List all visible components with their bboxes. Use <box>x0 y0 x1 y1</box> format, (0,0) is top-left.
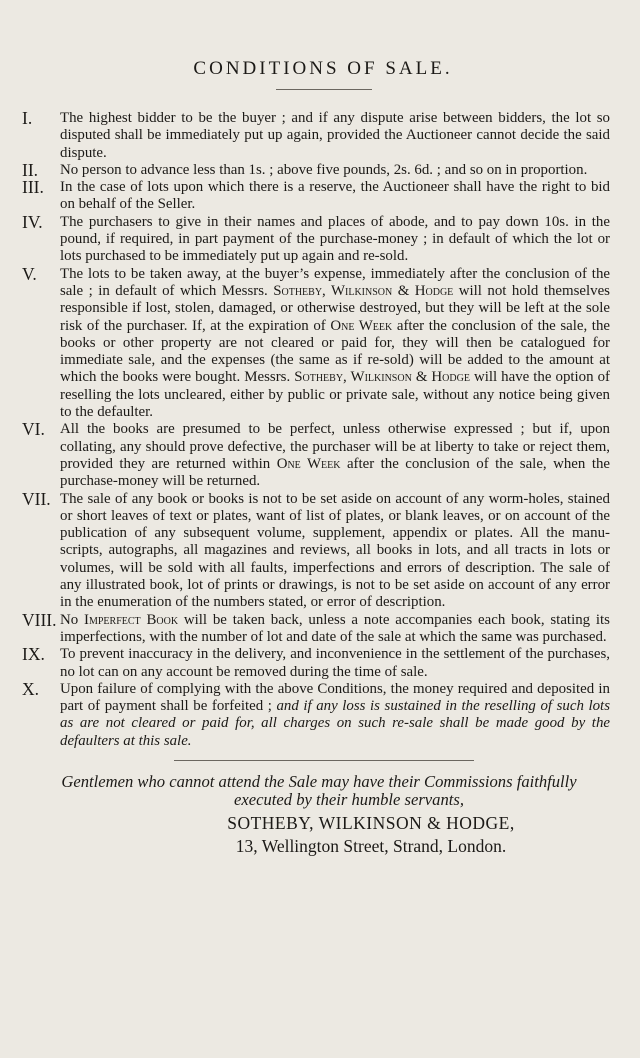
one-week-term: One Week <box>330 317 393 334</box>
condition-text <box>60 612 610 647</box>
condition-text: In the case of lots upon which there is a reserve, the Auctioneer shall have the right to bid on behalf of the Seller. <box>60 179 610 213</box>
condition-6 <box>22 421 610 490</box>
condition-number: X. <box>22 678 40 699</box>
firm-name: Sotheby, Wilkinson & Hodge <box>294 369 470 386</box>
condition-2 <box>22 159 610 180</box>
commission-note-line: Gentlemen who cannot attend the Sale may have their Commissions faithfully <box>61 771 577 791</box>
condition-number: VIII. <box>22 609 57 630</box>
condition-text-part: All the books are presumed to be perfect, unless otherwise expressed ; but if, upon collating, any should prove defective, the purchaser will be at liberty to take or reject them, provided they are returned within <box>60 421 610 472</box>
imperfect-book-term: Imperfect Book <box>84 611 179 628</box>
condition-number: V. <box>22 263 37 284</box>
condition-text-italic: and if any loss is sustained in the reselling of such lots as are not cleared or paid for, all charges on such re-sale shall be made good by the defaulters at this sale. <box>60 698 610 749</box>
page-title: CONDITIONS OF SALE. <box>193 58 453 79</box>
condition-3 <box>22 179 610 214</box>
condition-text-part: will be taken back, unless a note accompanies each book, stating its imperfections, with the number of lot and date of the sale at which the same was purchased. <box>60 611 610 645</box>
condition-text: The highest bidder to be the buyer ; and if any dispute arise between bidders, the lot so disputed shall be immediately put up again, provided the Auctioneer cannot decide the said dispute. <box>60 110 610 161</box>
title-divider <box>276 89 372 90</box>
condition-text-part: The lots to be taken away, at the buyer’s expense, immediately after the conclusion of the sale ; in default of which Messrs. <box>60 265 610 299</box>
condition-text: No person to advance less than 1s. ; above five pounds, 2s. 6d. ; and so on in proportion. <box>60 161 588 178</box>
auctioneer-firm: SOTHEBY, WILKINSON & HODGE, <box>227 812 515 833</box>
auctioneer-address: 13, Wellington Street, Strand, London. <box>235 835 507 856</box>
condition-number: IX. <box>22 644 45 665</box>
condition-8 <box>22 609 610 647</box>
condition-4 <box>22 211 610 266</box>
condition-number: I. <box>22 108 33 128</box>
condition-text-part: after the conclusion of the sale, the books or other property are not cleared or paid for, they will then be catalogued for immediate sale, and the expenses (the same as if re-sold) will be added to the amount at which the books were bought. Messrs. <box>60 317 610 386</box>
condition-text <box>60 681 610 750</box>
condition-text-part: after the conclusion of the sale, when the purchase-money will be returned. <box>60 455 611 490</box>
condition-text <box>60 421 610 490</box>
condition-9 <box>22 646 610 681</box>
condition-text-part: Upon failure of complying with the above Conditions, the money required and deposited in part of payment shall be forfeited ; <box>60 680 610 715</box>
condition-text-part: will not hold themselves responsible if lost, stolen, damaged, or otherwise destroyed, but they will be left at the sole risk of the purchaser. If, at the expiration of <box>60 282 610 334</box>
condition-text: The sale of any book or books is not to be set aside on account of any worm-holes, stained or short leaves of text or plates, want of list of plates, or blank leaves, or on account of the publication of any subsequent volume, supplement, appendix or plates. All the manu-scripts, autographs, all magazines and reviews, all books in lots, and all tracts in lots or volumes, will be sold with all faults, imperfections and errors of description. The sale of any illustrated book, lot of prints or drawings, is not to be set aside on account of any error in the enumeration of the numbers stated, or error of description. <box>60 490 610 611</box>
condition-text: The purchasers to give in their names and places of abode, and to pay down 10s. in the pound, if required, in part payment of the purchase-money ; in default of which the lot or lots purchased to be immediately put up again and re-sold. <box>60 213 610 265</box>
condition-10 <box>22 678 610 750</box>
one-week-term: One Week <box>276 455 341 472</box>
condition-7 <box>22 488 610 612</box>
commission-note-line: executed by their humble servants, <box>234 789 464 809</box>
condition-text-part: No <box>60 611 79 628</box>
firm-name: Sotheby, Wilkinson & Hodge <box>273 282 454 299</box>
condition-5 <box>22 263 610 422</box>
footer-divider <box>174 760 474 761</box>
condition-number: III. <box>22 177 44 198</box>
condition-number: IV. <box>22 211 43 232</box>
condition-number: II. <box>22 159 39 180</box>
condition-text <box>60 266 610 422</box>
condition-text: To prevent inaccuracy in the delivery, and inconvenience in the settlement of the purchases, no lot can on any account be removed during the time of sale. <box>60 646 610 680</box>
commission-note <box>22 773 610 809</box>
condition-1 <box>22 110 610 162</box>
condition-text-part: will have the option of reselling the lots uncleared, either by public or private sale, without any notice being given to the defaulter. <box>60 369 610 421</box>
condition-number: VI. <box>22 419 45 440</box>
condition-number: VII. <box>22 488 51 509</box>
